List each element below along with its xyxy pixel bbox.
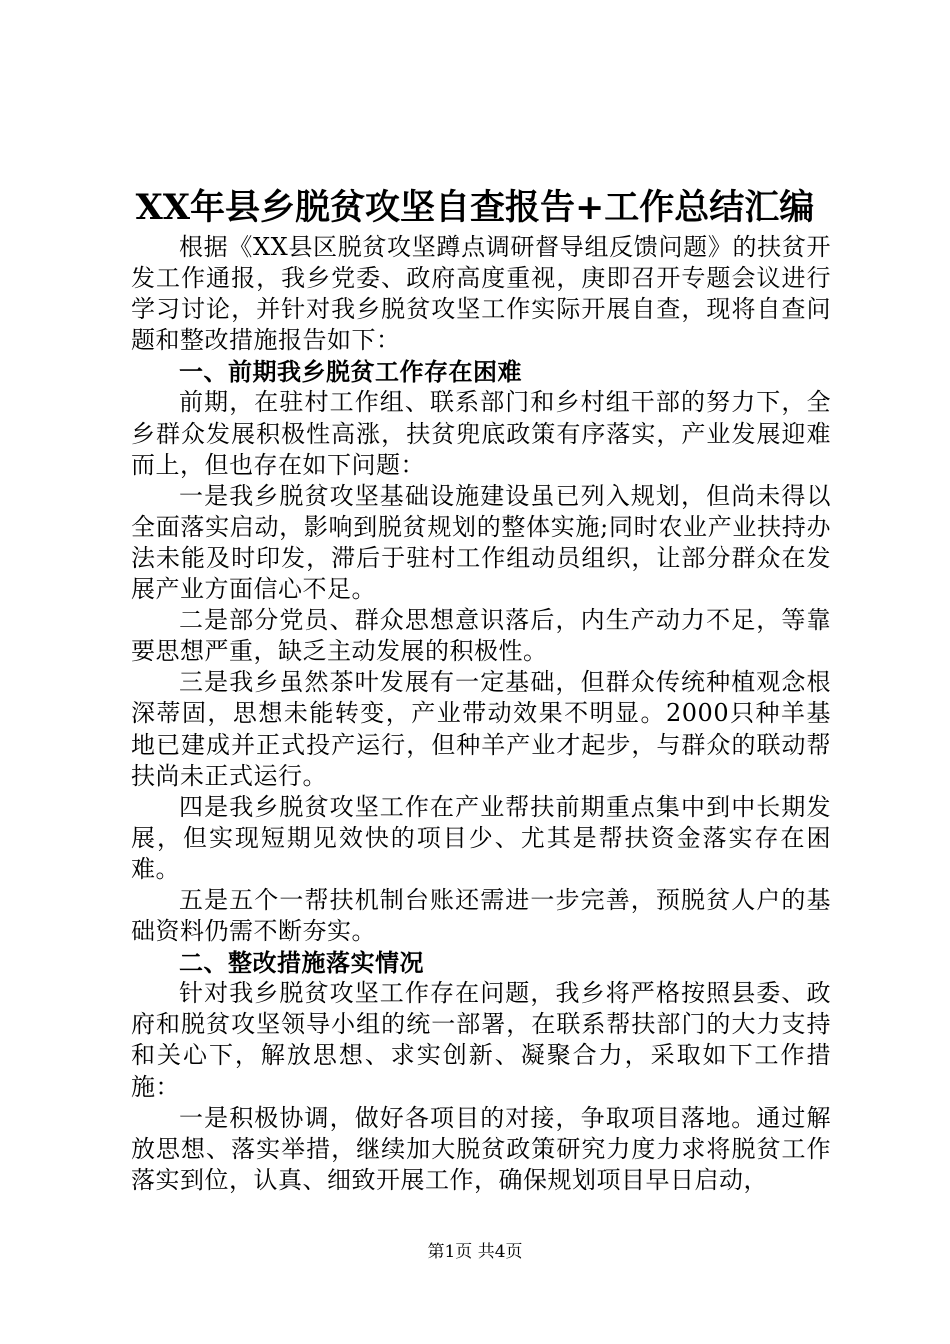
document-body	[131, 232, 831, 1196]
section-1-paragraph: 五是五个一帮扶机制台账还需进一步完善，预脱贫人户的基础资料仍需不断夯实。	[131, 885, 831, 946]
page-number-footer: 第1页 共4页	[427, 1242, 523, 1262]
section-1-paragraph: 二是部分党员、群众思想意识落后，内生产动力不足，等靠要思想严重，缺乏主动发展的积极性。	[131, 606, 831, 666]
intro-paragraph: 根据《XX县区脱贫攻坚蹲点调研督导组反馈问题》的扶贫开发工作通报，我乡党委、政府高度重视，庚即召开专题会议进行学习讨论，并针对我乡脱贫攻坚工作实际开展自查，现将自查问题和整改措施报告如下：	[131, 233, 831, 355]
section-2-heading: 二、整改措施落实情况	[179, 948, 424, 978]
section-1-paragraph: 四是我乡脱贫攻坚工作在产业帮扶前期重点集中到中长期发展，但实现短期见效快的项目少、尤其是帮扶资金落实存在困难。	[131, 792, 831, 883]
section-1-paragraph: 前期，在驻村工作组、联系部门和乡村组干部的努力下，全乡群众发展积极性高涨，扶贫兜底政策有序落实，产业发展迎难而上，但也存在如下问题：	[131, 388, 831, 479]
section-2-paragraph: 一是积极协调，做好各项目的对接，争取项目落地。通过解放思想、落实举措，继续加大脱贫政策研究力度力求将脱贫工作落实到位，认真、细致开展工作，确保规划项目早日启动，	[131, 1103, 831, 1194]
document-title: XX年县乡脱贫攻坚自查报告+工作总结汇编	[135, 187, 815, 228]
section-2-paragraph: 针对我乡脱贫攻坚工作存在问题，我乡将严格按照县委、政府和脱贫攻坚领导小组的统一部署，在联系帮扶部门的大力支持和关心下，解放思想、求实创新、凝聚合力，采取如下工作措施：	[131, 979, 831, 1101]
section-1-heading: 一、前期我乡脱贫工作存在困难	[179, 357, 522, 387]
section-1-paragraph: 三是我乡虽然茶叶发展有一定基础，但群众传统种植观念根深蒂固，思想未能转变，产业带动效果不明显。2000只种羊基地已建成并正式投产运行，但种羊产业才起步，与群众的联动帮扶尚未正式运行。	[131, 668, 831, 790]
section-1-paragraph: 一是我乡脱贫攻坚基础设施建设虽已列入规划，但尚未得以全面落实启动，影响到脱贫规划的整体实施;同时农业产业扶持办法未能及时印发，滞后于驻村工作组动员组织，让部分群众在发展产业方面信心不足。	[131, 481, 831, 604]
